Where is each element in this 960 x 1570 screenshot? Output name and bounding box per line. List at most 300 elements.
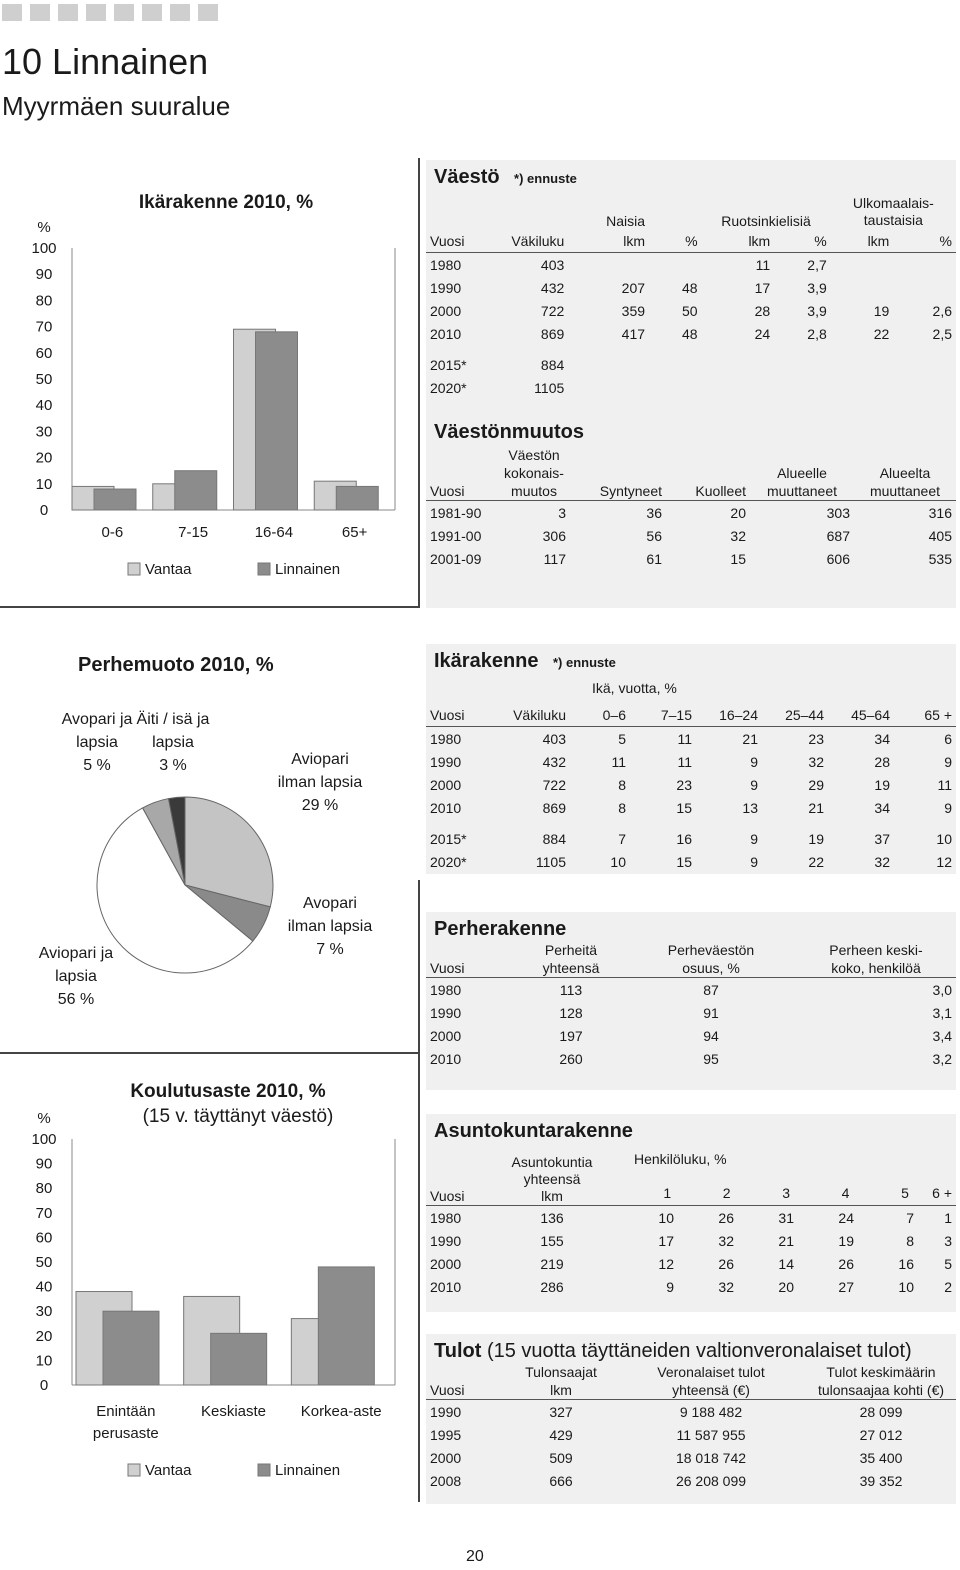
table-cell: 6 bbox=[894, 727, 956, 751]
header-alueelta bbox=[854, 446, 956, 501]
y-tick-label: 90 bbox=[35, 266, 53, 284]
header-line: Perheväestön bbox=[667, 942, 755, 958]
table-cell: 91 bbox=[703, 1004, 719, 1021]
table-cell: 306 bbox=[542, 527, 566, 544]
table-cell: 1990 bbox=[430, 753, 462, 770]
table-cell: 15 bbox=[730, 550, 746, 567]
table-cell: 15 bbox=[676, 799, 692, 816]
table-cell bbox=[649, 253, 702, 277]
table-header-row bbox=[426, 229, 956, 253]
table-header-row bbox=[426, 703, 956, 727]
gap-cell bbox=[426, 345, 956, 353]
table-row bbox=[426, 1275, 956, 1298]
table-cell: 18 018 742 bbox=[675, 1449, 747, 1466]
table-cell: 8 bbox=[906, 1232, 914, 1249]
table-cell: 23 bbox=[676, 776, 692, 793]
table-cell: 32 bbox=[730, 527, 746, 544]
column-header: Väkiluku bbox=[511, 232, 565, 249]
table-cell bbox=[702, 376, 775, 399]
household-size-header bbox=[604, 1182, 956, 1205]
table-cell: 1 bbox=[918, 1206, 956, 1230]
col-group-naisia: Naisia bbox=[606, 213, 646, 229]
table-cell: 5 bbox=[570, 727, 630, 751]
y-tick-label: 0 bbox=[39, 502, 49, 519]
table-cell: 316 bbox=[854, 501, 956, 525]
y-tick-label: 40 bbox=[35, 397, 53, 415]
table-row bbox=[426, 1229, 956, 1252]
table-cell: 2010 bbox=[430, 799, 462, 816]
table-cell: 11 bbox=[702, 253, 775, 277]
table-cell: 1980 bbox=[426, 727, 506, 751]
table-cell: 884 bbox=[542, 830, 566, 847]
table-cell: 722 bbox=[540, 302, 565, 319]
bar-linnainen bbox=[103, 1311, 159, 1385]
table-cell: 32 bbox=[718, 1232, 734, 1249]
table-cell: 11 bbox=[611, 753, 626, 770]
forecast-note: *) ennuste bbox=[552, 655, 616, 670]
y-tick-label: 10 bbox=[35, 1352, 53, 1370]
table-cell: 2001-09 bbox=[430, 550, 482, 567]
table-cell: 32 bbox=[718, 1278, 734, 1295]
population-change-title: Väestönmuutos bbox=[434, 421, 585, 443]
table-cell: 32 bbox=[874, 853, 890, 870]
table-cell bbox=[893, 253, 956, 277]
column-header: 65 + bbox=[924, 706, 952, 723]
y-tick-label: 20 bbox=[35, 1327, 53, 1345]
table-cell: 11 587 955 bbox=[676, 1426, 746, 1443]
table-cell: 12 bbox=[658, 1255, 674, 1272]
table-row bbox=[426, 1446, 956, 1469]
bar-linnainen bbox=[318, 1267, 374, 1385]
table-cell: 7 bbox=[858, 1206, 918, 1230]
header-vuosi: Vuosi bbox=[430, 960, 465, 976]
forecast-note: *) ennuste bbox=[514, 171, 577, 186]
header-size: 4 bbox=[841, 1185, 850, 1201]
table-cell: 24 bbox=[798, 1206, 858, 1230]
table-cell bbox=[649, 353, 702, 376]
table-cell bbox=[702, 353, 775, 376]
household-title: Asuntokuntarakenne bbox=[434, 1120, 633, 1142]
table-cell: 9 bbox=[750, 853, 758, 870]
table-cell: 12 bbox=[936, 853, 952, 870]
header-decoration bbox=[30, 4, 50, 21]
table-row bbox=[426, 1252, 956, 1275]
table-cell: 2010 bbox=[430, 1050, 462, 1067]
chart-title: Ikärakenne 2010, % bbox=[138, 192, 314, 213]
header-line: Tulot keskimäärin bbox=[826, 1364, 936, 1380]
header-kokonaismuutos bbox=[498, 446, 570, 501]
table-cell bbox=[774, 353, 831, 376]
table-cell: 2000 bbox=[430, 1255, 462, 1272]
table-cell: 9 188 482 bbox=[616, 1400, 806, 1424]
header-decoration bbox=[114, 4, 134, 21]
header-line: yhteensä bbox=[542, 960, 600, 976]
table-cell: 3,4 bbox=[932, 1027, 952, 1044]
header-line: Perheitä bbox=[544, 942, 598, 958]
table-row bbox=[426, 322, 956, 345]
y-tick-label: 30 bbox=[35, 423, 53, 441]
page-number: 20 bbox=[466, 1548, 484, 1565]
column-header: % bbox=[939, 232, 952, 249]
col-group-ruotsinkielisia: Ruotsinkielisiä bbox=[721, 213, 811, 229]
table-cell: 22 bbox=[808, 853, 824, 870]
table-cell: 9 bbox=[944, 753, 952, 770]
table-cell: 417 bbox=[621, 325, 646, 342]
age-structure-table bbox=[426, 703, 956, 873]
table-cell bbox=[831, 376, 894, 399]
table-cell: 61 bbox=[646, 550, 662, 567]
column-header: 7–15 bbox=[660, 706, 692, 723]
table-cell: 26 bbox=[718, 1255, 734, 1272]
table-cell: 21 bbox=[696, 727, 762, 751]
table-cell: 359 bbox=[621, 302, 646, 319]
table-cell: 884 bbox=[540, 356, 565, 373]
column-header: 0–6 bbox=[602, 706, 626, 723]
column-header: Väkiluku bbox=[513, 706, 566, 723]
table-cell: 15 bbox=[676, 853, 692, 870]
income-table bbox=[426, 1363, 956, 1492]
age-group-header: Ikä, vuotta, % bbox=[592, 680, 677, 696]
legend-swatch-0 bbox=[128, 563, 140, 575]
table-cell: 1981-90 bbox=[426, 501, 498, 525]
table-cell: 286 bbox=[540, 1278, 564, 1295]
table-cell: 5 bbox=[944, 1255, 952, 1272]
gap-cell bbox=[426, 819, 956, 827]
header-asuntokuntia bbox=[500, 1143, 604, 1206]
table-cell: 1990 bbox=[430, 279, 462, 296]
legend-label: Linnainen bbox=[275, 1462, 341, 1479]
pie-label-pct: 5 % bbox=[83, 757, 111, 774]
table-cell: 2000 bbox=[430, 302, 462, 319]
x-tick-label-line: Enintään bbox=[96, 1403, 156, 1420]
table-cell: 197 bbox=[559, 1027, 583, 1044]
pie-label-line: Aviopari ja bbox=[38, 945, 114, 962]
table-cell: 2,5 bbox=[932, 325, 952, 342]
table-row bbox=[426, 773, 956, 796]
column-header: Vuosi bbox=[430, 232, 465, 249]
table-cell: 2020* bbox=[430, 379, 467, 396]
table-cell: 39 352 bbox=[859, 1472, 903, 1489]
header-line: muuttaneet bbox=[869, 483, 941, 499]
row-gap bbox=[426, 345, 956, 353]
legend-label: Linnainen bbox=[275, 561, 341, 578]
header-line: lkm bbox=[541, 1188, 563, 1204]
table-cell bbox=[893, 353, 956, 376]
table-cell: 869 bbox=[540, 325, 565, 342]
table-row bbox=[426, 299, 956, 322]
table-cell: 9 bbox=[750, 753, 758, 770]
pie-label-pct: 56 % bbox=[57, 991, 95, 1008]
age-chart bbox=[0, 180, 418, 600]
header-alueelle bbox=[750, 446, 854, 501]
table-row bbox=[426, 1423, 956, 1446]
table-cell: 26 208 099 bbox=[675, 1472, 747, 1489]
legend-label: Vantaa bbox=[145, 1462, 192, 1479]
table-cell bbox=[774, 376, 831, 399]
column-header: lkm bbox=[867, 232, 890, 249]
page-subtitle: Myyrmäen suuralue bbox=[2, 91, 231, 121]
table-cell: 1990 bbox=[426, 1400, 506, 1424]
table-cell: 666 bbox=[549, 1472, 573, 1489]
forecast-row bbox=[426, 850, 956, 873]
table-cell bbox=[831, 353, 894, 376]
table-cell: 2,8 bbox=[807, 325, 827, 342]
table-cell: 28 bbox=[874, 753, 890, 770]
table-cell: 13 bbox=[742, 799, 758, 816]
table-cell: 56 bbox=[646, 527, 662, 544]
table-cell: 155 bbox=[540, 1232, 564, 1249]
header-line: Tulonsaajat bbox=[525, 1364, 597, 1380]
family-structure-table bbox=[426, 941, 956, 1070]
y-tick-label: 50 bbox=[35, 371, 53, 388]
table-cell bbox=[568, 353, 649, 376]
header-decoration bbox=[2, 4, 22, 21]
header-line: Väestön bbox=[508, 447, 560, 463]
header-vuosi: Vuosi bbox=[430, 1382, 465, 1398]
vertical-divider bbox=[418, 880, 420, 1502]
age-structure-panel bbox=[426, 644, 956, 874]
pie-label-aviopari-ilman bbox=[270, 748, 370, 817]
table-cell: 24 bbox=[754, 325, 771, 342]
pie-label-line: Avopari ja bbox=[61, 711, 133, 728]
table-cell: 94 bbox=[703, 1027, 719, 1044]
table-cell: 9 bbox=[666, 1278, 674, 1295]
table-cell: 327 bbox=[506, 1400, 616, 1424]
pie-label-avopari-ilman bbox=[280, 892, 380, 961]
table-cell: 303 bbox=[750, 501, 854, 525]
population-change-table bbox=[426, 446, 956, 570]
header-line: koko, henkilöä bbox=[831, 960, 921, 976]
column-header: lkm bbox=[748, 232, 771, 249]
table-cell: 95 bbox=[703, 1050, 719, 1067]
table-cell: 36 bbox=[570, 501, 666, 525]
table-cell: 28 bbox=[754, 302, 771, 319]
table-cell: 3,9 bbox=[807, 279, 827, 296]
household-title-row bbox=[426, 1114, 956, 1143]
header-line: yhteensä bbox=[523, 1171, 581, 1187]
pie-label-pct: 3 % bbox=[159, 757, 187, 774]
header-kuolleet: Kuolleet bbox=[695, 483, 746, 499]
table-cell bbox=[649, 376, 702, 399]
table-row bbox=[426, 524, 956, 547]
y-tick-label: 80 bbox=[35, 1180, 53, 1198]
table-cell: 1990 bbox=[430, 1004, 462, 1021]
row-gap bbox=[426, 819, 956, 827]
table-cell: 2010 bbox=[430, 1278, 462, 1295]
table-cell: 429 bbox=[549, 1426, 573, 1443]
table-cell: 2008 bbox=[430, 1472, 462, 1489]
header-line: lkm bbox=[550, 1382, 572, 1398]
header-line: Alueelle bbox=[777, 465, 827, 481]
header-line: muutos bbox=[511, 483, 557, 499]
bar-linnainen bbox=[256, 332, 298, 510]
x-tick-label-line: perusaste bbox=[92, 1425, 159, 1442]
table-row bbox=[426, 1001, 956, 1024]
table-cell bbox=[831, 253, 894, 277]
pie-label-line: lapsia bbox=[152, 734, 194, 751]
population-title-row bbox=[426, 160, 956, 189]
table-cell: 432 bbox=[540, 279, 565, 296]
pie-label-aviopari-lapsia bbox=[26, 942, 126, 1011]
table-row bbox=[426, 1469, 956, 1492]
y-tick-label: 50 bbox=[35, 1254, 53, 1271]
family-structure-panel bbox=[426, 912, 956, 1090]
table-cell: 1990 bbox=[430, 1232, 462, 1249]
header-line: taustaisia bbox=[863, 212, 923, 228]
table-cell: 9 bbox=[750, 830, 758, 847]
header-line: Ulkomaalais- bbox=[852, 195, 934, 211]
population-table bbox=[426, 193, 956, 399]
household-panel bbox=[426, 1114, 956, 1312]
population-panel bbox=[426, 160, 956, 608]
pie-label-line: Äiti / isä ja bbox=[136, 711, 210, 728]
table-cell: 1980 bbox=[426, 253, 507, 277]
x-tick-label: 16-64 bbox=[254, 524, 294, 541]
y-tick-label: 100 bbox=[31, 240, 57, 257]
header-perheita bbox=[516, 941, 626, 978]
pie-label-line: lapsia bbox=[76, 734, 118, 751]
education-chart bbox=[0, 1075, 418, 1495]
table-cell: 9 bbox=[750, 776, 758, 793]
table-cell: 3,2 bbox=[932, 1050, 952, 1067]
pie-label-line: Aviopari bbox=[291, 751, 349, 768]
table-cell: 37 bbox=[874, 830, 890, 847]
family-structure-title: Perherakenne bbox=[434, 918, 567, 940]
table-cell: 2000 bbox=[430, 1027, 462, 1044]
table-cell: 19 bbox=[808, 830, 824, 847]
bar-linnainen bbox=[336, 486, 378, 510]
table-cell: 9 bbox=[944, 799, 952, 816]
table-cell: 22 bbox=[873, 325, 890, 342]
table-cell: 23 bbox=[762, 727, 828, 751]
table-row bbox=[426, 1400, 956, 1424]
table-cell: 10 bbox=[898, 1278, 914, 1295]
age-chart-svg bbox=[0, 180, 418, 600]
table-cell: 11 bbox=[630, 727, 696, 751]
table-cell: 20 bbox=[666, 501, 750, 525]
table-cell: 509 bbox=[549, 1449, 573, 1466]
table-cell: 48 bbox=[681, 279, 698, 296]
table-cell: 117 bbox=[543, 550, 566, 567]
y-tick-label: 80 bbox=[35, 292, 53, 310]
table-row bbox=[426, 276, 956, 299]
table-row bbox=[426, 727, 956, 751]
table-row bbox=[426, 1024, 956, 1047]
table-cell: 535 bbox=[928, 550, 952, 567]
income-subtitle: (15 vuotta täyttäneiden valtionveronalaiset tulot) bbox=[486, 1340, 912, 1362]
y-axis-unit: % bbox=[37, 219, 51, 236]
column-header: 45–64 bbox=[851, 706, 890, 723]
horizontal-divider bbox=[0, 606, 420, 608]
table-cell: 405 bbox=[928, 527, 952, 544]
table-cell: 27 bbox=[838, 1278, 854, 1295]
table-row bbox=[426, 978, 956, 1002]
table-cell: 3,1 bbox=[932, 1004, 952, 1021]
x-tick-label bbox=[93, 1403, 159, 1442]
table-cell: 2000 bbox=[430, 776, 462, 793]
header-syntyneet: Syntyneet bbox=[599, 483, 662, 499]
forecast-row bbox=[426, 353, 956, 376]
table-cell: 19 bbox=[873, 302, 890, 319]
horizontal-divider bbox=[0, 1052, 420, 1054]
table-cell: 14 bbox=[778, 1255, 794, 1272]
table-cell: 34 bbox=[828, 727, 894, 751]
table-cell: 1991-00 bbox=[430, 527, 482, 544]
legend-swatch-1 bbox=[258, 1464, 270, 1476]
header-decoration bbox=[142, 4, 162, 21]
header-vuosi: Vuosi bbox=[430, 1188, 465, 1204]
table-cell: 27 012 bbox=[859, 1426, 903, 1443]
y-tick-label: 10 bbox=[35, 475, 53, 493]
table-cell: 17 bbox=[658, 1232, 674, 1249]
bar-linnainen bbox=[94, 489, 136, 510]
education-chart-svg bbox=[0, 1075, 418, 1495]
table-cell: 10 bbox=[610, 853, 626, 870]
table-cell: 260 bbox=[559, 1050, 583, 1067]
table-cell: 16 bbox=[676, 830, 692, 847]
header-size: 2 bbox=[722, 1185, 731, 1201]
table-cell: 48 bbox=[681, 325, 698, 342]
table-cell bbox=[568, 253, 649, 277]
table-cell: 1105 bbox=[534, 379, 565, 396]
table-cell: 26 bbox=[838, 1255, 854, 1272]
pie-label-line: ilman lapsia bbox=[277, 774, 363, 791]
table-cell: 113 bbox=[516, 978, 626, 1002]
header-tulonsaajat bbox=[506, 1363, 616, 1400]
y-tick-label: 70 bbox=[35, 318, 53, 336]
header-henkiloluku bbox=[604, 1143, 956, 1206]
table-cell: 2015* bbox=[430, 356, 467, 373]
x-tick-label: 0-6 bbox=[101, 524, 124, 541]
table-cell: 432 bbox=[542, 753, 566, 770]
header-vuosi: Vuosi bbox=[430, 483, 465, 499]
legend-swatch-0 bbox=[128, 1464, 140, 1476]
table-cell: 687 bbox=[826, 527, 850, 544]
table-cell: 34 bbox=[874, 799, 890, 816]
table-cell bbox=[893, 276, 956, 299]
header-line: osuus, % bbox=[682, 960, 740, 976]
y-tick-label: 0 bbox=[39, 1377, 49, 1394]
table-cell bbox=[831, 276, 894, 299]
column-header: 25–44 bbox=[785, 706, 824, 723]
table-row bbox=[426, 501, 956, 525]
column-header: % bbox=[685, 232, 698, 249]
header-size: 3 bbox=[782, 1185, 791, 1201]
y-tick-label: 30 bbox=[35, 1303, 53, 1321]
table-cell: 2000 bbox=[430, 1449, 462, 1466]
column-header: 16–24 bbox=[719, 706, 758, 723]
pie-label-pct: 29 % bbox=[301, 797, 339, 814]
table-cell: 3,9 bbox=[807, 302, 827, 319]
table-cell: 21 bbox=[778, 1232, 794, 1249]
table-cell: 2,7 bbox=[774, 253, 831, 277]
table-cell: 8 bbox=[618, 799, 626, 816]
table-cell: 1995 bbox=[430, 1426, 462, 1443]
income-title-row bbox=[426, 1334, 956, 1363]
header-size: 5 bbox=[901, 1185, 909, 1201]
table-cell: 19 bbox=[838, 1232, 854, 1249]
table-cell: 1980 bbox=[426, 978, 516, 1002]
header-line: Asuntokuntia bbox=[511, 1154, 593, 1170]
family-chart-title: Perhemuoto 2010, % bbox=[78, 654, 274, 676]
table-cell: 2010 bbox=[430, 325, 462, 342]
forecast-row bbox=[426, 827, 956, 850]
table-cell: 87 bbox=[626, 978, 796, 1002]
age-structure-title-row bbox=[426, 644, 956, 673]
bar-linnainen bbox=[175, 471, 217, 510]
header-line: Alueelta bbox=[879, 465, 931, 481]
column-header: lkm bbox=[623, 232, 646, 249]
